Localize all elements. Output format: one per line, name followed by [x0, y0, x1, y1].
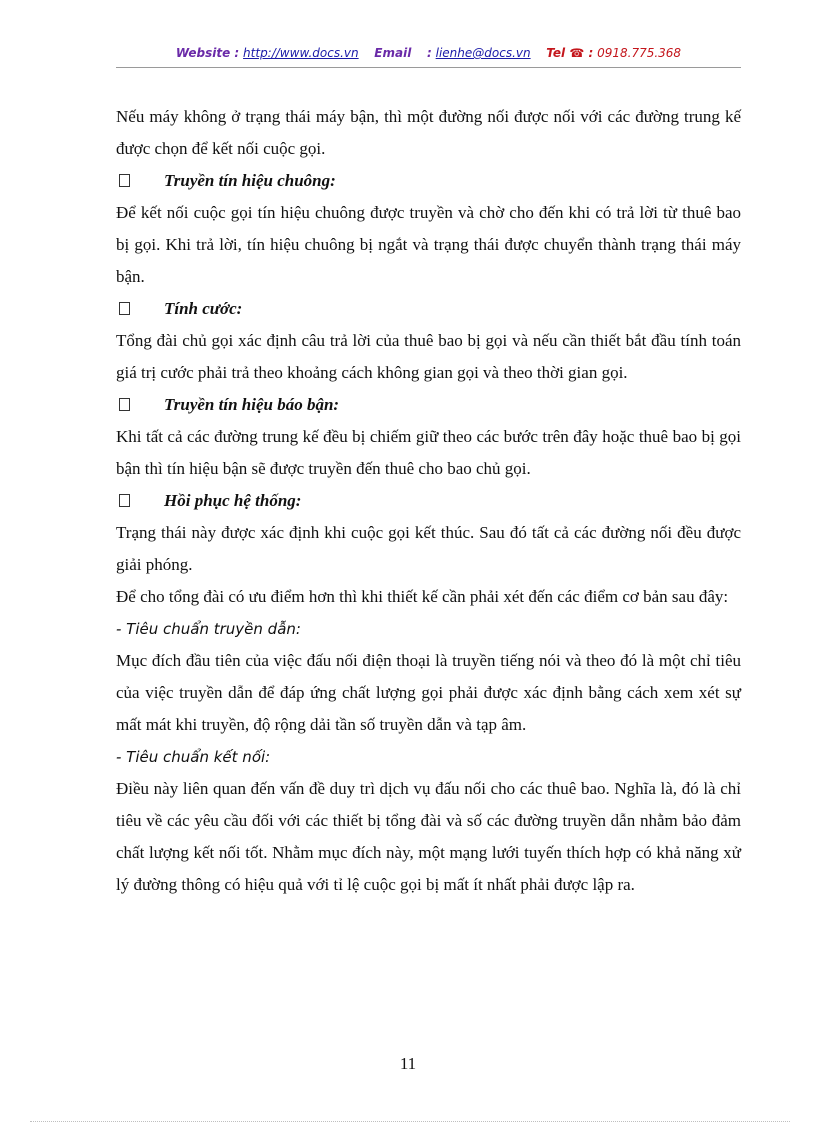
section-heading-text: Truyền tín hiệu chuông: [164, 171, 336, 190]
section-heading [116, 293, 741, 325]
paragraph: Nếu máy không ở trạng thái máy bận, thì một đường nối được nối với các đường trung kế được chọn để kết nối cuộc gọi. [116, 107, 741, 158]
section-heading [116, 165, 741, 197]
checkbox-bullet-icon [119, 174, 130, 187]
email-separator: : [426, 46, 432, 60]
paragraph: Tổng đài chủ gọi xác định câu trả lời của thuê bao bị gọi và nếu cần thiết bắt đầu tính toán giá trị cước phải trả theo khoảng cách không gian gọi và theo thời gian gọi. [116, 331, 741, 382]
paragraph: Khi tất cả các đường trung kế đều bị chiếm giữ theo các bước trên đây hoặc thuê bao bị gọi bận thì tín hiệu bận sẽ được truyền đến thuê cho bao chủ gọi. [116, 427, 741, 478]
paragraph: Mục đích đầu tiên của việc đấu nối điện thoại là truyền tiếng nói và theo đó là một chỉ tiêu của việc truyền dẫn để đáp ứng chất lượng gọi phải được xác định bằng cách xem xét sự mất mát khi truyền, độ rộng dải tần số truyền dẫn và tạp âm. [116, 651, 741, 734]
section-heading-text: Truyền tín hiệu báo bận: [164, 395, 340, 414]
checkbox-bullet-icon [119, 398, 130, 411]
paragraph: Để cho tổng đài có ưu điểm hơn thì khi thiết kế cần phải xét đến các điểm cơ bản sau đây: [116, 587, 729, 606]
page-number: 11 [399, 1054, 417, 1073]
document-body [116, 101, 741, 901]
tel-label: Tel ☎ : [546, 46, 594, 60]
paragraph: Điều này liên quan đến vấn đề duy trì dịch vụ đấu nối cho các thuê bao. Nghĩa là, đó là chỉ tiêu về các yêu cầu đối với các thiết bị tổng đài và số các đường truyền dẫn nhằm bảo đảm chất lượng kết nối tốt. Nhằm mục đích này, một mạng lưới tuyến thích hợp có khả năng xử lý đường thông có hiệu quả với tỉ lệ cuộc gọi bị mất ít nhất phải được lập ra. [116, 779, 741, 894]
section-heading-text: Hồi phục hệ thống: [164, 491, 302, 510]
email-link[interactable]: lienhe@docs.vn [435, 46, 531, 60]
checkbox-bullet-icon [119, 494, 130, 507]
paragraph: Để kết nối cuộc gọi tín hiệu chuông được truyền và chờ cho đến khi có trả lời từ thuê bao bị gọi. Khi trả lời, tín hiệu chuông bị ngắt và trạng thái được chuyển thành trạng thái máy bận. [116, 203, 741, 286]
subsection-heading: - Tiêu chuẩn truyền dẫn: [116, 620, 301, 638]
tel-number: 0918.775.368 [597, 46, 682, 60]
page-header [116, 46, 741, 60]
section-heading-text: Tính cước: [164, 299, 243, 318]
header-divider [116, 67, 741, 68]
section-heading [116, 389, 741, 421]
section-heading [116, 485, 741, 517]
subsection-heading: - Tiêu chuẩn kết nối: [116, 748, 271, 766]
checkbox-bullet-icon [119, 302, 130, 315]
footer-divider [30, 1121, 790, 1122]
website-label: Website : [175, 46, 240, 60]
email-label: Email [374, 46, 412, 60]
website-link[interactable]: http://www.docs.vn [243, 46, 359, 60]
paragraph: Trạng thái này được xác định khi cuộc gọi kết thúc. Sau đó tất cả các đường nối đều được giải phóng. [116, 523, 741, 574]
